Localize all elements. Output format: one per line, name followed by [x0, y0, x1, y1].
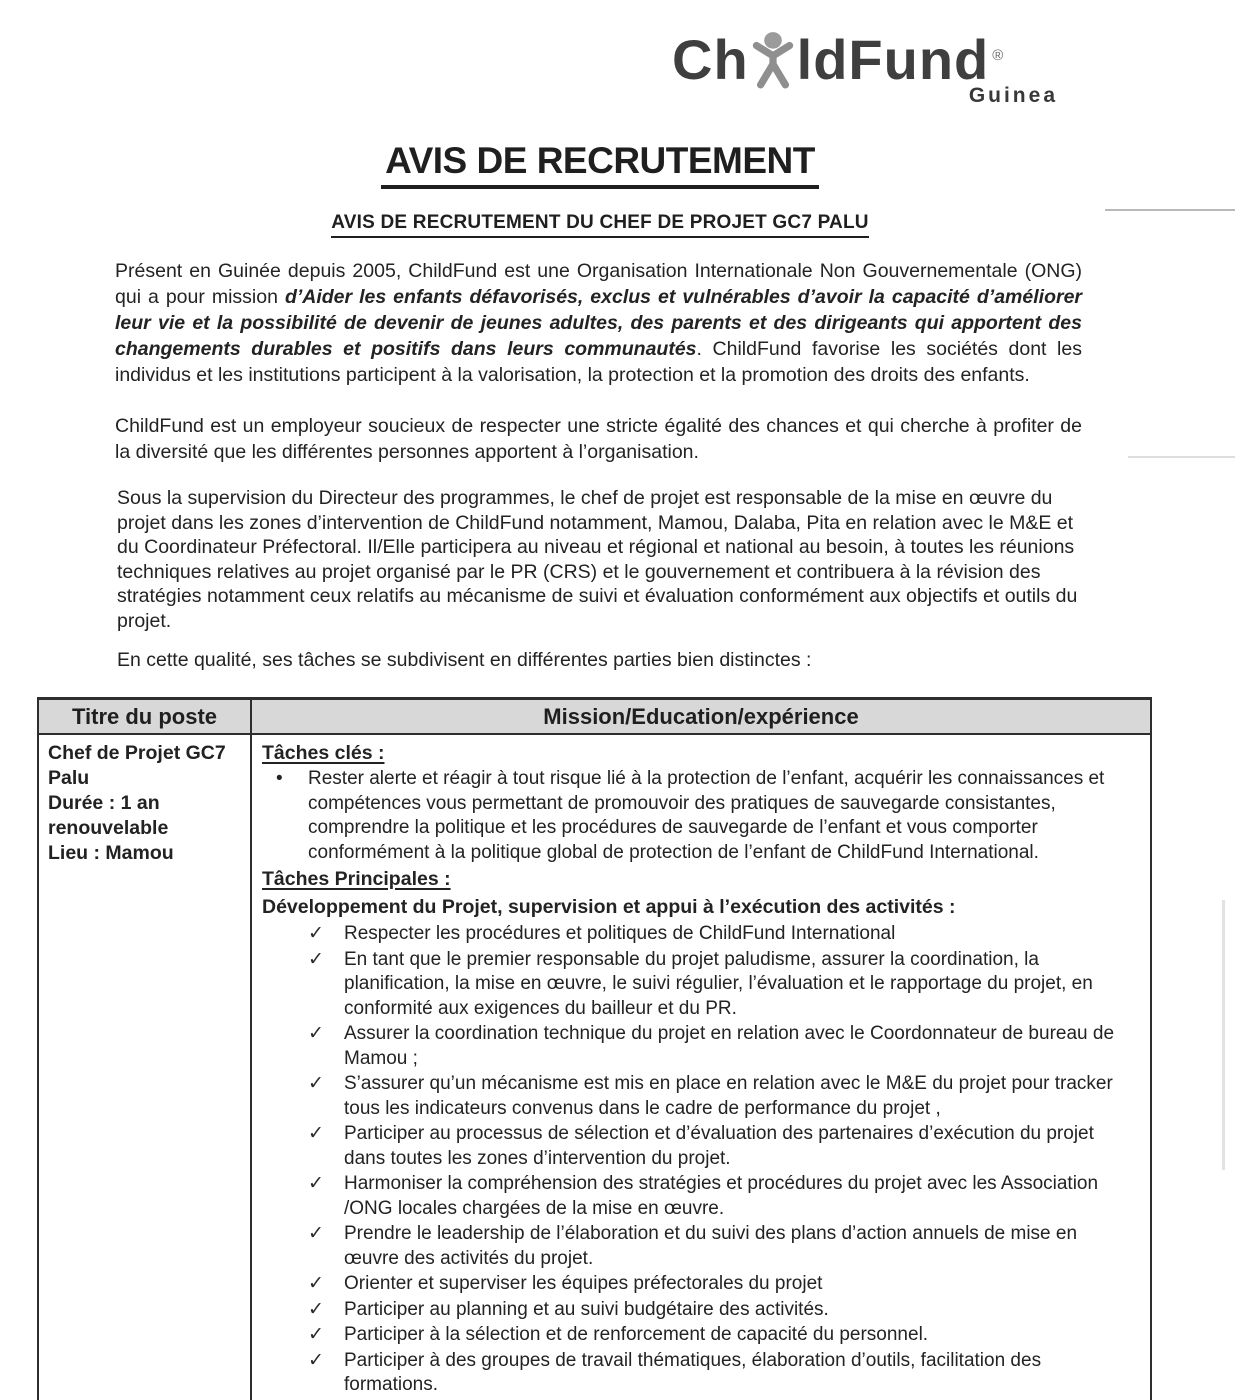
page-title-text: AVIS DE RECRUTEMENT [381, 140, 819, 189]
scan-artifact-line [1128, 456, 1235, 458]
checklist-item-text: Harmoniser la compréhension des stratégies et procédures du projet avec les Association /ONG locales chargées de la mise en œuvre. [344, 1173, 1099, 1219]
key-tasks-heading-text: Tâches clés : [262, 742, 385, 764]
checklist-item-text: Orienter et superviser les équipes préfectorales du projet [344, 1273, 823, 1294]
key-task-text: Rester alerte et réagir à tout risque lié à la protection de l’enfant, acquérir les connaissances et compétences vous permettant de promouvoir des pratiques de sauvegarde consistantes, comprendre la politique et les procédures de sauvegarde de l’enfant et vous comporter conformément à la politique global de protection de l’enfant de ChildFund International. [308, 768, 1105, 863]
post-title-cell [38, 734, 251, 1400]
post-line-location: Lieu : Mamou [48, 842, 174, 864]
development-section-heading: Développement du Projet, supervision et appui à l’exécution des activités : [262, 896, 956, 918]
checklist-item-text: Participer au processus de sélection et d’évaluation des partenaires d’exécution du projet dans toutes les zones d’intervention du projet. [344, 1123, 1094, 1169]
checklist-item [262, 948, 1142, 1022]
intro-paragraph-supervision: Sous la supervision du Directeur des programmes, le chef de projet est responsable de la mise en œuvre du projet dans les zones d’intervention de ChildFund notamment, Mamou, Dalaba, Pita en relation avec le M&E et du Coordinateur Préfectoral. Il/Elle participera au niveau et régional et national au besoin, à toutes les réunions techniques relatives au projet organisé par le PR (CRS) et le gouvernement et contribuera à la révision des stratégies notamment ceux relatifs au mécanisme de suivi et évaluation conformément aux objectifs et outils du projet. [117, 487, 1078, 632]
checklist-item [262, 1349, 1142, 1398]
main-tasks-heading [262, 867, 1142, 891]
table-header-row [38, 699, 1151, 735]
checkmark-icon: ✓ [308, 1173, 324, 1194]
checklist-item-text: Assurer la coordination technique du projet en relation avec le Coordonnateur de bureau de Mamou ; [344, 1023, 1115, 1069]
checkmark-icon: ✓ [308, 1023, 324, 1044]
column-header-mission: Mission/Education/expérience [251, 699, 1151, 735]
intro-paragraph-tasks-lead: En cette qualité, ses tâches se subdivisent en différentes parties bien distinctes : [117, 649, 812, 671]
key-task-item [262, 767, 1142, 865]
post-line-duration: Durée : 1 an renouvelable [48, 792, 169, 839]
checkmark-icon: ✓ [308, 1349, 324, 1371]
checklist-item [262, 1298, 1142, 1323]
logo-text-suffix: ldFund [796, 28, 990, 91]
key-tasks-heading [262, 741, 1142, 765]
bullet-icon: • [276, 768, 283, 789]
checklist-item-text: En tant que le premier responsable du projet paludisme, assurer la coordination, la planification, la mise en œuvre, le suivi régulier, l’évaluation et le rapportage du projet, en conformité aux exigences du bailleur et du PR. [344, 948, 1093, 1019]
checkmark-icon: ✓ [308, 1123, 324, 1144]
scan-artifact-line [1105, 209, 1235, 211]
checklist-item [262, 1122, 1142, 1171]
logo-country-label: Guinea [968, 84, 1058, 107]
childfund-logo [672, 26, 1072, 108]
checklist-item-text: Participer à la sélection et de renforcement de capacité du personnel. [344, 1324, 929, 1345]
checklist-item-text: Prendre le leadership de l’élaboration et du suivi des plans d’action annuels de mise en œuvre des activités du projet. [344, 1223, 1078, 1269]
page-subtitle-text: AVIS DE RECRUTEMENT DU CHEF DE PROJET GC7 PALU [331, 212, 868, 238]
intro-paragraph-equality: ChildFund est un employeur soucieux de respecter une stricte égalité des chances et qui cherche à profiter de la diversité que les différentes personnes apportent à l’organisation. [115, 415, 1082, 463]
checklist-item-text: Participer à des groupes de travail thématiques, élaboration d’outils, facilitation des formations. [344, 1349, 1042, 1395]
paragraph-segment: Présent en Guinée depuis 2005, ChildFund est une Organisation Internationale Non Gouvernementale (ONG) qui a pour mission [115, 260, 1082, 308]
logo-text-prefix: Ch [672, 28, 749, 91]
main-tasks-heading-text: Tâches Principales : [262, 868, 451, 890]
paragraph-segment: . ChildFund favorise les sociétés dont les individus et les institutions participent à la valorisation, la protection et la promotion des droits des enfants. [115, 338, 1082, 386]
checklist-item [262, 1222, 1142, 1271]
checklist-item-text: Participer au planning et au suivi budgétaire des activités. [344, 1298, 829, 1320]
intro-paragraph-mission [115, 258, 1082, 388]
checkmark-icon: ✓ [308, 1298, 324, 1320]
post-line-title: Chef de Projet GC7 Palu [48, 742, 226, 789]
checkmark-icon: ✓ [308, 1073, 324, 1094]
checklist-item [262, 922, 1142, 947]
checklist-item [262, 1022, 1142, 1071]
checkmark-icon: ✓ [308, 1273, 324, 1294]
column-header-post: Titre du poste [38, 699, 251, 735]
checklist-item-text: Respecter les procédures et politiques de ChildFund International [344, 923, 896, 944]
checkmark-icon: ✓ [308, 948, 324, 970]
checklist-item [262, 1172, 1142, 1221]
checkmark-icon: ✓ [308, 1223, 324, 1244]
page-subtitle [0, 212, 1200, 238]
registered-trademark-icon: ® [992, 47, 1005, 64]
scan-artifact-streak [1222, 900, 1225, 1170]
checklist-item [262, 1272, 1142, 1297]
paragraph-segment-emphasis: d’Aider les enfants défavorisés, exclus et vulnérables d’avoir la capacité d’améliorer leur vie et la possibilité de devenir de jeunes adultes, des parents et des dirigeants qui apportent des changements durables et positifs dans leurs communautés [115, 286, 1083, 360]
child-figure-icon [747, 30, 799, 90]
checklist-item-text: S’assurer qu’un mécanisme est mis en place en relation avec le M&E du projet pour tracker tous les indicateurs convenus dans le cadre de performance du projet , [344, 1073, 1113, 1119]
checklist-item [262, 1072, 1142, 1121]
page-title [0, 140, 1200, 189]
mission-cell [251, 734, 1151, 1400]
table-body-row [38, 734, 1151, 1400]
checkmark-icon: ✓ [308, 1324, 324, 1345]
checklist-item [262, 1323, 1142, 1348]
job-description-table [37, 697, 1152, 1400]
checkmark-icon: ✓ [308, 923, 324, 944]
